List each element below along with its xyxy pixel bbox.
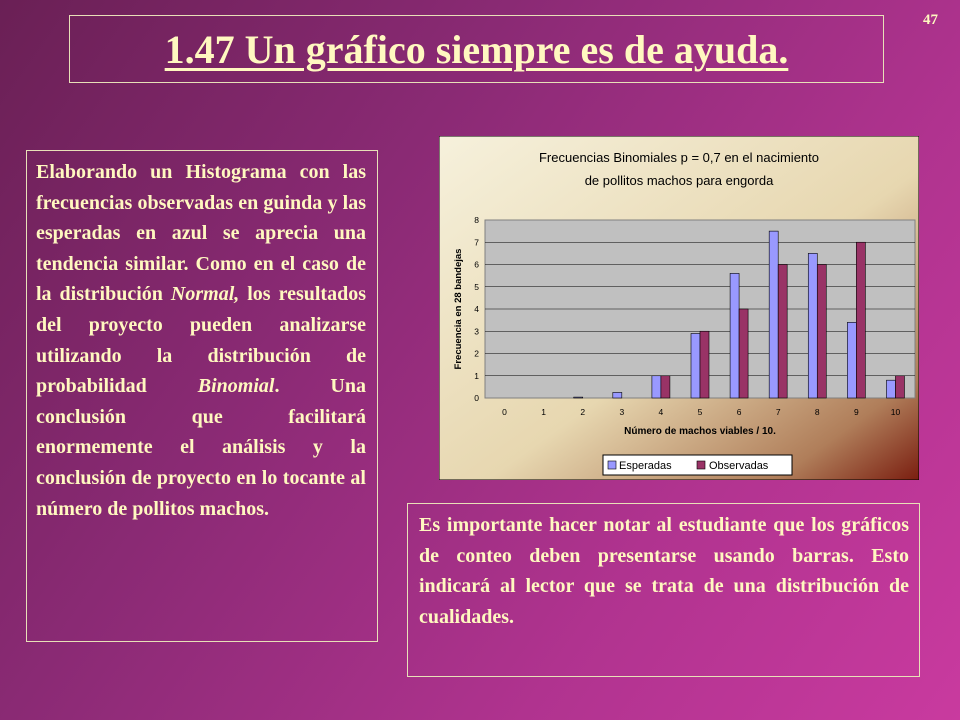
chart-svg: [439, 136, 919, 480]
bar-observadas-4: [661, 376, 670, 398]
x-tick-label: 9: [853, 407, 859, 417]
y-tick-label: 7: [474, 237, 479, 248]
bar-observadas-8: [817, 265, 826, 399]
y-tick-label: 5: [474, 281, 479, 292]
left-text-emphasis-normal: Normal,: [170, 283, 240, 306]
x-tick-label: 0: [502, 407, 507, 417]
y-tick-label: 3: [474, 326, 479, 337]
x-tick-label: 3: [619, 407, 625, 417]
legend: [603, 455, 792, 475]
x-tick-label: 4: [658, 407, 664, 417]
bar-esperadas-5: [691, 333, 700, 398]
bar-esperadas-3: [613, 392, 622, 398]
bar-observadas-10: [895, 376, 904, 398]
bar-esperadas-4: [652, 376, 661, 398]
left-text-part-1: Elaborando un Histograma con las frecuencias observadas en guinda y las esperadas en azul se aprecia una tendencia similar. Como en el caso de la distribución: [36, 161, 366, 306]
y-tick-label: 1: [474, 370, 479, 381]
x-tick-label: 10: [890, 407, 901, 417]
right-text-box: [407, 503, 920, 677]
slide-title: 1.47 Un gráfico siempre es de ayuda.: [164, 26, 789, 72]
left-text-box: [26, 150, 378, 642]
x-tick-label: 2: [580, 407, 586, 417]
x-tick-label: 8: [814, 407, 820, 417]
x-tick-label: 6: [736, 407, 742, 417]
y-tick-label: 4: [474, 304, 479, 314]
binomial-histogram: [439, 136, 919, 480]
legend-label-esperadas: Esperadas: [619, 460, 672, 472]
x-tick-label: 7: [775, 407, 781, 417]
bar-observadas-6: [739, 309, 748, 398]
y-tick-label: 2: [474, 348, 479, 359]
x-tick-label: 1: [541, 407, 547, 417]
y-tick-label: 0: [474, 393, 479, 403]
left-paragraph: [36, 157, 366, 524]
y-axis-label: Frecuencia en 28 bandejas: [453, 248, 464, 370]
bar-observadas-9: [856, 242, 865, 398]
bar-esperadas-10: [886, 380, 895, 398]
bar-esperadas-8: [808, 253, 817, 398]
page-number: 47: [923, 12, 938, 28]
legend-swatch-esperadas: [608, 461, 616, 469]
chart-title-line-1: Frecuencias Binomiales p = 0,7 en el nacimiento: [538, 150, 820, 165]
bar-esperadas-9: [847, 322, 856, 398]
left-text-part-3: . Una conclusión que facilitará enormemente el análisis y la conclusión de proyecto en lo tocante al número de pollitos machos.: [36, 375, 366, 520]
x-axis-label: Número de machos viables / 10.: [624, 426, 776, 437]
y-tick-label: 6: [474, 259, 479, 270]
bar-esperadas-7: [769, 231, 778, 398]
right-paragraph: Es importante hacer notar al estudiante que los gráficos de conteo deben presentarse usando barras. Esto indicará al lector que se trata de una distribución de cualidades.: [419, 514, 909, 628]
bar-esperadas-2: [574, 397, 583, 398]
title-box: [69, 15, 884, 83]
bar-observadas-5: [700, 331, 709, 398]
left-text-emphasis-binomial: Binomial: [197, 375, 275, 398]
legend-swatch-observadas: [697, 461, 705, 469]
legend-label-observadas: Observadas: [709, 460, 769, 472]
x-tick-label: 5: [697, 407, 703, 417]
y-tick-labels: [474, 215, 479, 403]
bar-esperadas-6: [730, 273, 739, 398]
left-text-part-2: los resultados del proyecto pueden analizarse utilizando la distribución de probabilidad: [36, 283, 366, 398]
y-tick-label: 8: [474, 215, 479, 225]
chart-title-line-2: de pollitos machos para engorda: [584, 173, 774, 188]
bar-observadas-7: [778, 265, 787, 399]
